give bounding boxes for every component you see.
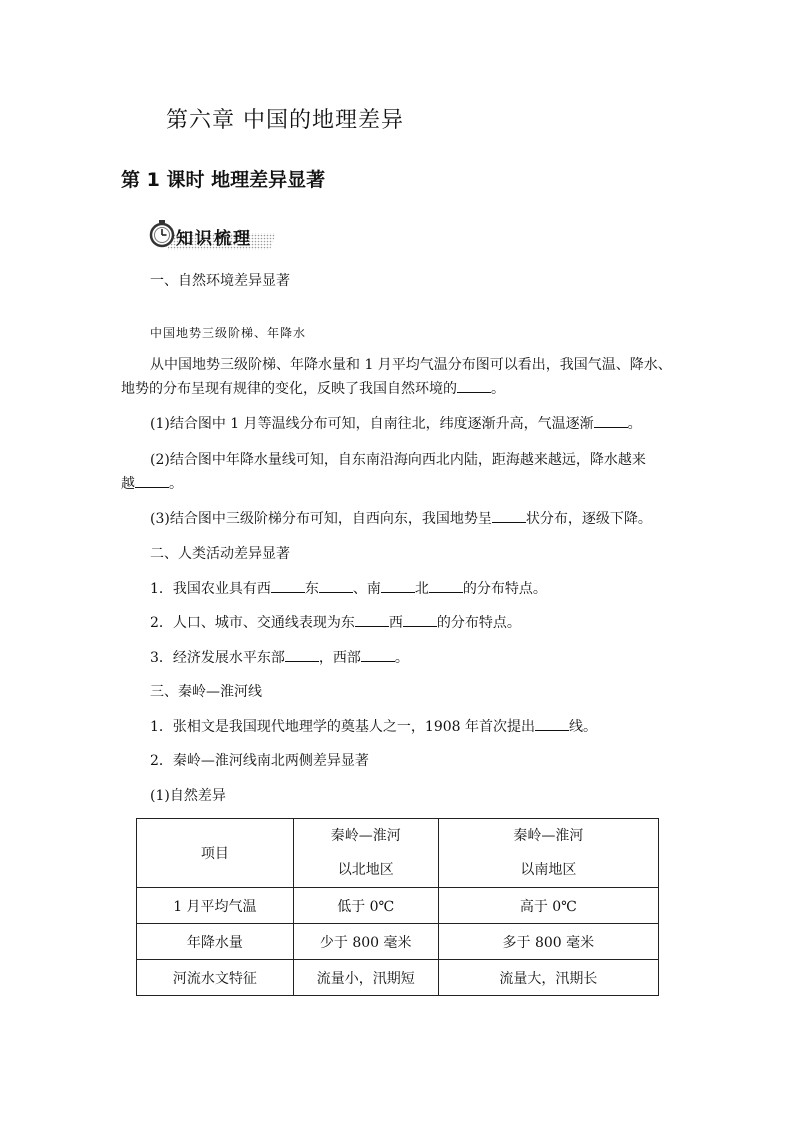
question-2-line-2 xyxy=(121,474,183,494)
table-header-row xyxy=(137,819,659,888)
header-north xyxy=(293,819,438,888)
intro-line-1: 从中国地势三级阶梯、年降水量和 1 月平均气温分布图可以看出，我国气温、降水、 xyxy=(150,357,672,373)
item-text: 、南 xyxy=(352,581,381,597)
section-heading-qinling: 三、秦岭—淮河线 xyxy=(150,684,262,700)
intro-line-2 xyxy=(121,379,505,399)
table-cell-north: 少于 800 毫米 xyxy=(293,924,438,960)
answer-blank[interactable] xyxy=(492,510,526,523)
table-cell-south: 多于 800 毫米 xyxy=(438,924,658,960)
answer-blank[interactable] xyxy=(429,580,463,593)
item-text: ，西部 xyxy=(318,650,361,666)
section-heading-human: 二、人类活动差异显著 xyxy=(150,546,290,562)
header-south-line-1: 秦岭—淮河 xyxy=(513,828,584,844)
item-text: 1．我国农业具有西 xyxy=(150,581,271,597)
section-badge xyxy=(146,219,278,251)
lesson-title: 第 1 课时 地理差异显著 xyxy=(121,169,326,191)
item-text: 西 xyxy=(388,615,403,631)
question-2-end: 。 xyxy=(169,476,183,492)
item-text: 线。 xyxy=(569,719,597,735)
answer-blank[interactable] xyxy=(381,580,415,593)
chapter-title: 第六章 中国的地理差异 xyxy=(166,108,404,133)
question-1-end: 。 xyxy=(627,416,642,432)
stopwatch-icon xyxy=(148,220,176,248)
table-cell-south: 高于 0℃ xyxy=(438,888,658,924)
answer-blank[interactable] xyxy=(319,580,353,593)
intro-text: 地势的分布呈现有规律的变化，反映了我国自然环境的 xyxy=(121,381,457,397)
question-1-text: (1)结合图中 1 月等温线分布可知，自南往北，纬度逐渐升高，气温逐渐 xyxy=(150,416,594,432)
item-text: 3．经济发展水平东部 xyxy=(150,650,285,666)
question-3-text: (3)结合图中三级阶梯分布可知，自西向东，我国地势呈 xyxy=(150,511,492,527)
qinling-item-2: 2．秦岭—淮河线南北两侧差异显著 xyxy=(150,753,369,769)
answer-blank[interactable] xyxy=(535,718,569,731)
answer-blank[interactable] xyxy=(355,614,389,627)
header-south-line-2: 以南地区 xyxy=(520,862,577,878)
question-2-text: 越 xyxy=(121,476,135,492)
item-text: 东 xyxy=(304,581,319,597)
header-south xyxy=(438,819,658,888)
question-1 xyxy=(150,414,642,434)
item-text: 。 xyxy=(394,650,409,666)
table-row xyxy=(137,924,659,960)
qinling-subheading: (1)自然差异 xyxy=(150,788,226,804)
qinling-item-1 xyxy=(150,717,597,737)
badge-label: 知识梳理 xyxy=(176,229,252,249)
item-text: 北 xyxy=(414,581,429,597)
item-text: 的分布特点。 xyxy=(462,581,547,597)
answer-blank[interactable] xyxy=(271,580,305,593)
table-row xyxy=(137,960,659,996)
item-text: 1．张相文是我国现代地理学的奠基人之一，1908 年首次提出 xyxy=(150,719,535,735)
table-cell-north: 流量小，汛期短 xyxy=(293,960,438,996)
human-item-2 xyxy=(150,613,521,633)
table-row xyxy=(137,888,659,924)
table-cell-south: 流量大，汛期长 xyxy=(438,960,658,996)
natural-difference-table xyxy=(136,818,659,996)
figure-caption: 中国地势三级阶梯、年降水 xyxy=(150,326,307,340)
item-text: 2．人口、城市、交通线表现为东 xyxy=(150,615,355,631)
answer-blank[interactable] xyxy=(135,475,169,488)
answer-blank[interactable] xyxy=(361,649,395,662)
header-north-line-2: 以北地区 xyxy=(337,862,394,878)
table-cell-item: 1 月平均气温 xyxy=(137,888,294,924)
answer-blank[interactable] xyxy=(403,614,437,627)
table-cell-item: 河流水文特征 xyxy=(137,960,294,996)
intro-end: 。 xyxy=(491,381,505,397)
header-north-line-1: 秦岭—淮河 xyxy=(330,828,401,844)
answer-blank[interactable] xyxy=(594,415,628,428)
section-heading-natural: 一、自然环境差异显著 xyxy=(150,273,290,289)
item-text: 的分布特点。 xyxy=(436,615,521,631)
answer-blank[interactable] xyxy=(457,380,491,393)
question-3 xyxy=(150,509,652,529)
question-3-end: 状分布，逐级下降。 xyxy=(525,511,652,527)
answer-blank[interactable] xyxy=(285,649,319,662)
table-cell-item: 年降水量 xyxy=(137,924,294,960)
header-item: 项目 xyxy=(137,819,294,888)
table-cell-north: 低于 0℃ xyxy=(293,888,438,924)
human-item-1 xyxy=(150,579,547,599)
human-item-3 xyxy=(150,648,409,668)
question-2-line-1: (2)结合图中年降水量线可知，自东南沿海向西北内陆，距海越来越远，降水越来 xyxy=(150,452,646,468)
